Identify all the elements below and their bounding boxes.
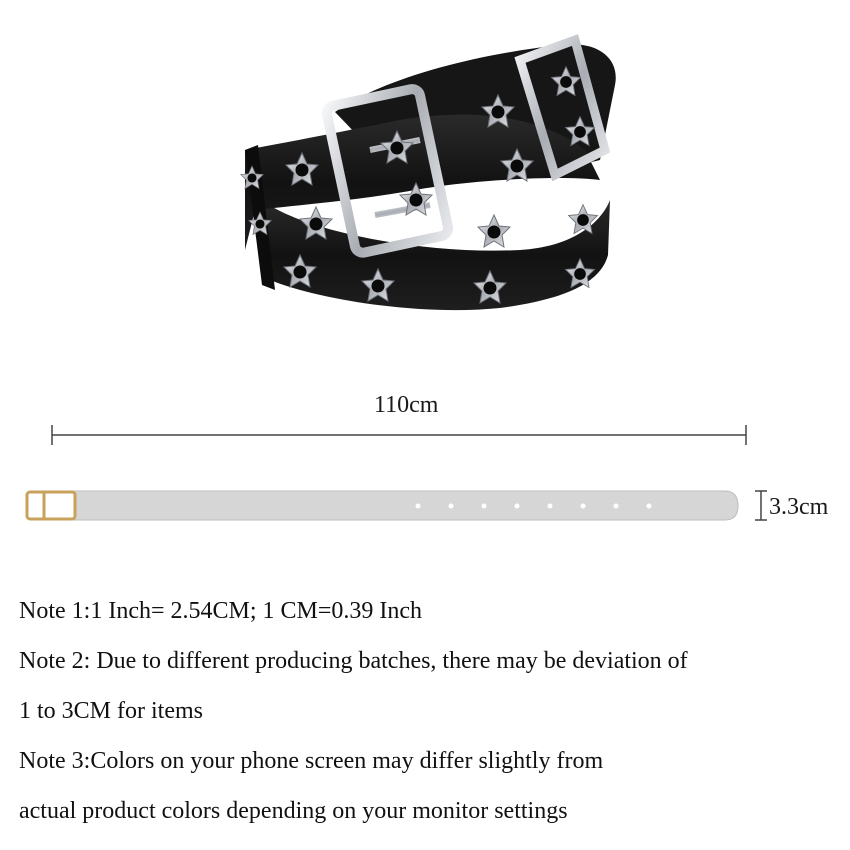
length-dimension-line (52, 425, 746, 445)
note-1: Note 1:1 Inch= 2.54CM; 1 CM=0.39 Inch (19, 598, 423, 624)
belt-outline (70, 491, 738, 520)
notes-section (19, 586, 839, 836)
note-2: Note 2: Due to different producing batches, there may be deviation of (19, 648, 688, 674)
note-3: Note 3:Colors on your phone screen may differ slightly from (19, 748, 604, 774)
note-3-continued: actual product colors depending on your monitor settings (19, 798, 568, 824)
note-2-continued: 1 to 3CM for items (19, 698, 203, 724)
length-label: 110cm (374, 392, 439, 418)
belt-product-photo (0, 0, 850, 360)
belt-dimension-diagram (0, 390, 850, 540)
width-label: 3.3cm (769, 494, 829, 520)
buckle-outline-icon (27, 492, 75, 519)
width-dimension-line (755, 491, 767, 520)
